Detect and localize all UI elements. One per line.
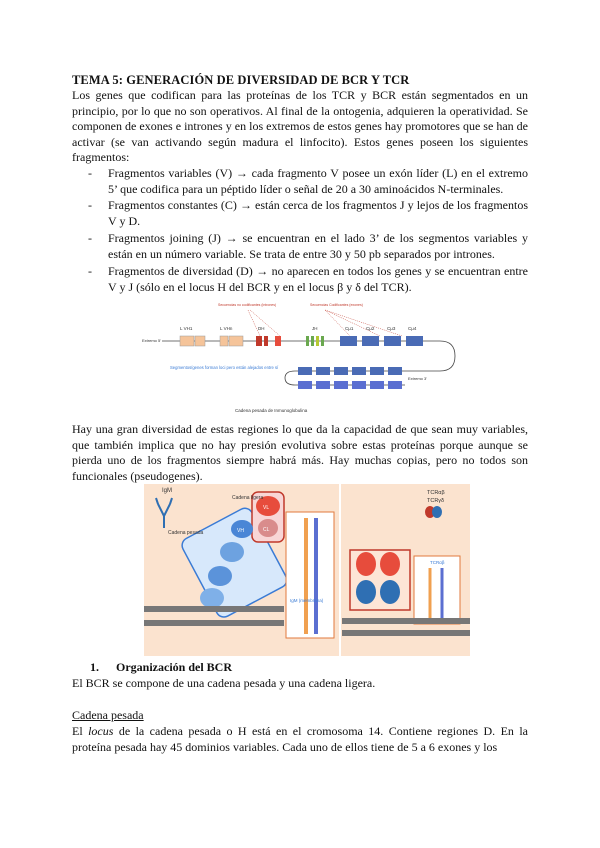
cu4-label: Cμ4 xyxy=(408,326,417,331)
vl-label: VL xyxy=(263,505,270,511)
pesada-label: Cadena pesada xyxy=(168,530,204,536)
bullet-text: Fragmentos joining (J) → se encuentran en el lado 3’ de los segmentos variables y están en un número variable. Se trata de entre 30 y 50 pb separados por intrones. xyxy=(108,231,528,261)
bullet-text: Fragmentos constantes (C) → están cerca de los fragmentos J y lejos de los fragmentos V y D. xyxy=(108,198,528,228)
tcr-label: TCRαβ xyxy=(427,490,445,496)
heavy-chain-locus-figure xyxy=(140,298,470,416)
cl-label: CL xyxy=(263,527,270,533)
d-segment xyxy=(264,336,268,346)
second-paragraph: Hay una gran diversidad de estas regiones lo que da la capacidad de que sean muy variables, que también implica que no hay presión evolutiva sobre estas proteínas porque aunque se pierda uno de los fragmentos siempre habrá más. Hay muchas copias, pero no todos son funcionales (pseudogenes). xyxy=(72,422,528,483)
c-exon xyxy=(362,336,379,346)
j-segment xyxy=(311,336,314,346)
fourth-paragraph xyxy=(72,724,528,755)
c-exon xyxy=(384,336,401,346)
vhn-label: L VHn xyxy=(220,326,233,331)
bullet-dash: - xyxy=(88,231,92,245)
extremo-5-label: Extremo 5’ xyxy=(142,338,162,343)
extremo-3-label: Extremo 3’ xyxy=(408,376,428,381)
blue-note: Segmentos/genes forman loci pero están alejados entre sí xyxy=(170,365,279,370)
cu1-label: Cμ1 xyxy=(345,326,354,331)
bullet-text: Fragmentos variables (V) → cada fragmento V posee un exón líder (L) en el extremo 5’ que codifica para un péptido líder o señal de 20 a 30 aminoácidos N-terminales. xyxy=(108,166,528,196)
vh1-segment xyxy=(195,336,205,346)
tcrab-label: TCRαβ xyxy=(430,560,445,565)
l-segment xyxy=(180,336,194,346)
j-label: JH xyxy=(312,326,318,331)
d-segment xyxy=(256,336,262,346)
ligera-label: Cadena ligera xyxy=(232,495,264,501)
section-title: Organización del BCR xyxy=(116,660,232,674)
j-segment xyxy=(321,336,324,346)
igm-membrane-label: IgM (membrana) xyxy=(290,598,324,603)
fig1-caption: Cadena pesada de Inmunoglobulina xyxy=(235,408,308,413)
subheading: Cadena pesada xyxy=(72,708,144,722)
cu2-label: Cμ2 xyxy=(366,326,375,331)
c-exon xyxy=(340,336,357,346)
section-number: 1. xyxy=(90,660,99,674)
bullet-text: Fragmentos de diversidad (D) → no aparecen en todos los genes y se encuentran entre V y J (sólo en el locus H del BCR y en el locus β y δ del TCR). xyxy=(108,264,528,294)
para4-post: de la cadena pesada o H está en el cromosoma 14. Contiene regiones D. En la proteína pesada hay 45 dominios variables. Cada uno de ellos tiene de 5 a 6 exones y los xyxy=(72,724,528,754)
cu3-label: Cμ3 xyxy=(387,326,396,331)
fig1-top-label-2: Secuencias Codificantes (exones) xyxy=(310,303,363,307)
bullet-dash: - xyxy=(88,264,92,278)
bcr-tcr-figure xyxy=(144,484,470,656)
tcr2-label: TCRγδ xyxy=(427,498,445,504)
page-title: TEMA 5: GENERACIÓN DE DIVERSIDAD DE BCR Y TCR xyxy=(72,73,410,87)
bullet-dash: - xyxy=(88,166,92,180)
j-segment xyxy=(306,336,309,346)
d-label: DH xyxy=(258,326,265,331)
para4-pre: El xyxy=(72,724,89,738)
vh-label: VH xyxy=(237,528,244,534)
l-segment xyxy=(220,336,228,346)
fig1-top-label-1: Secuencias no codificantes (intrones) xyxy=(218,303,277,307)
j-segment xyxy=(316,336,319,346)
vh1-label: L VH1 xyxy=(180,326,193,331)
intro-paragraph: Los genes que codifican para las proteínas de los TCR y BCR están segmentados en un principio, por lo que no son operativos. Al final de la ontogenia, adquieren la operatividad. Se componen de exones e intrones y en los extremos de estos genes hay promotores que se han de activar (se van activando según madura el linfocito). Estos genes poseen los siguientes fragmentos: xyxy=(72,88,528,165)
bullet-dash: - xyxy=(88,198,92,212)
section-heading xyxy=(90,660,232,675)
d-segment xyxy=(275,336,281,346)
third-paragraph: El BCR se compone de una cadena pesada y una cadena ligera. xyxy=(72,676,376,690)
igm-label: IgM xyxy=(162,488,173,494)
vhn-segment xyxy=(229,336,243,346)
para4-locus: locus xyxy=(88,724,114,738)
c-exon xyxy=(406,336,423,346)
